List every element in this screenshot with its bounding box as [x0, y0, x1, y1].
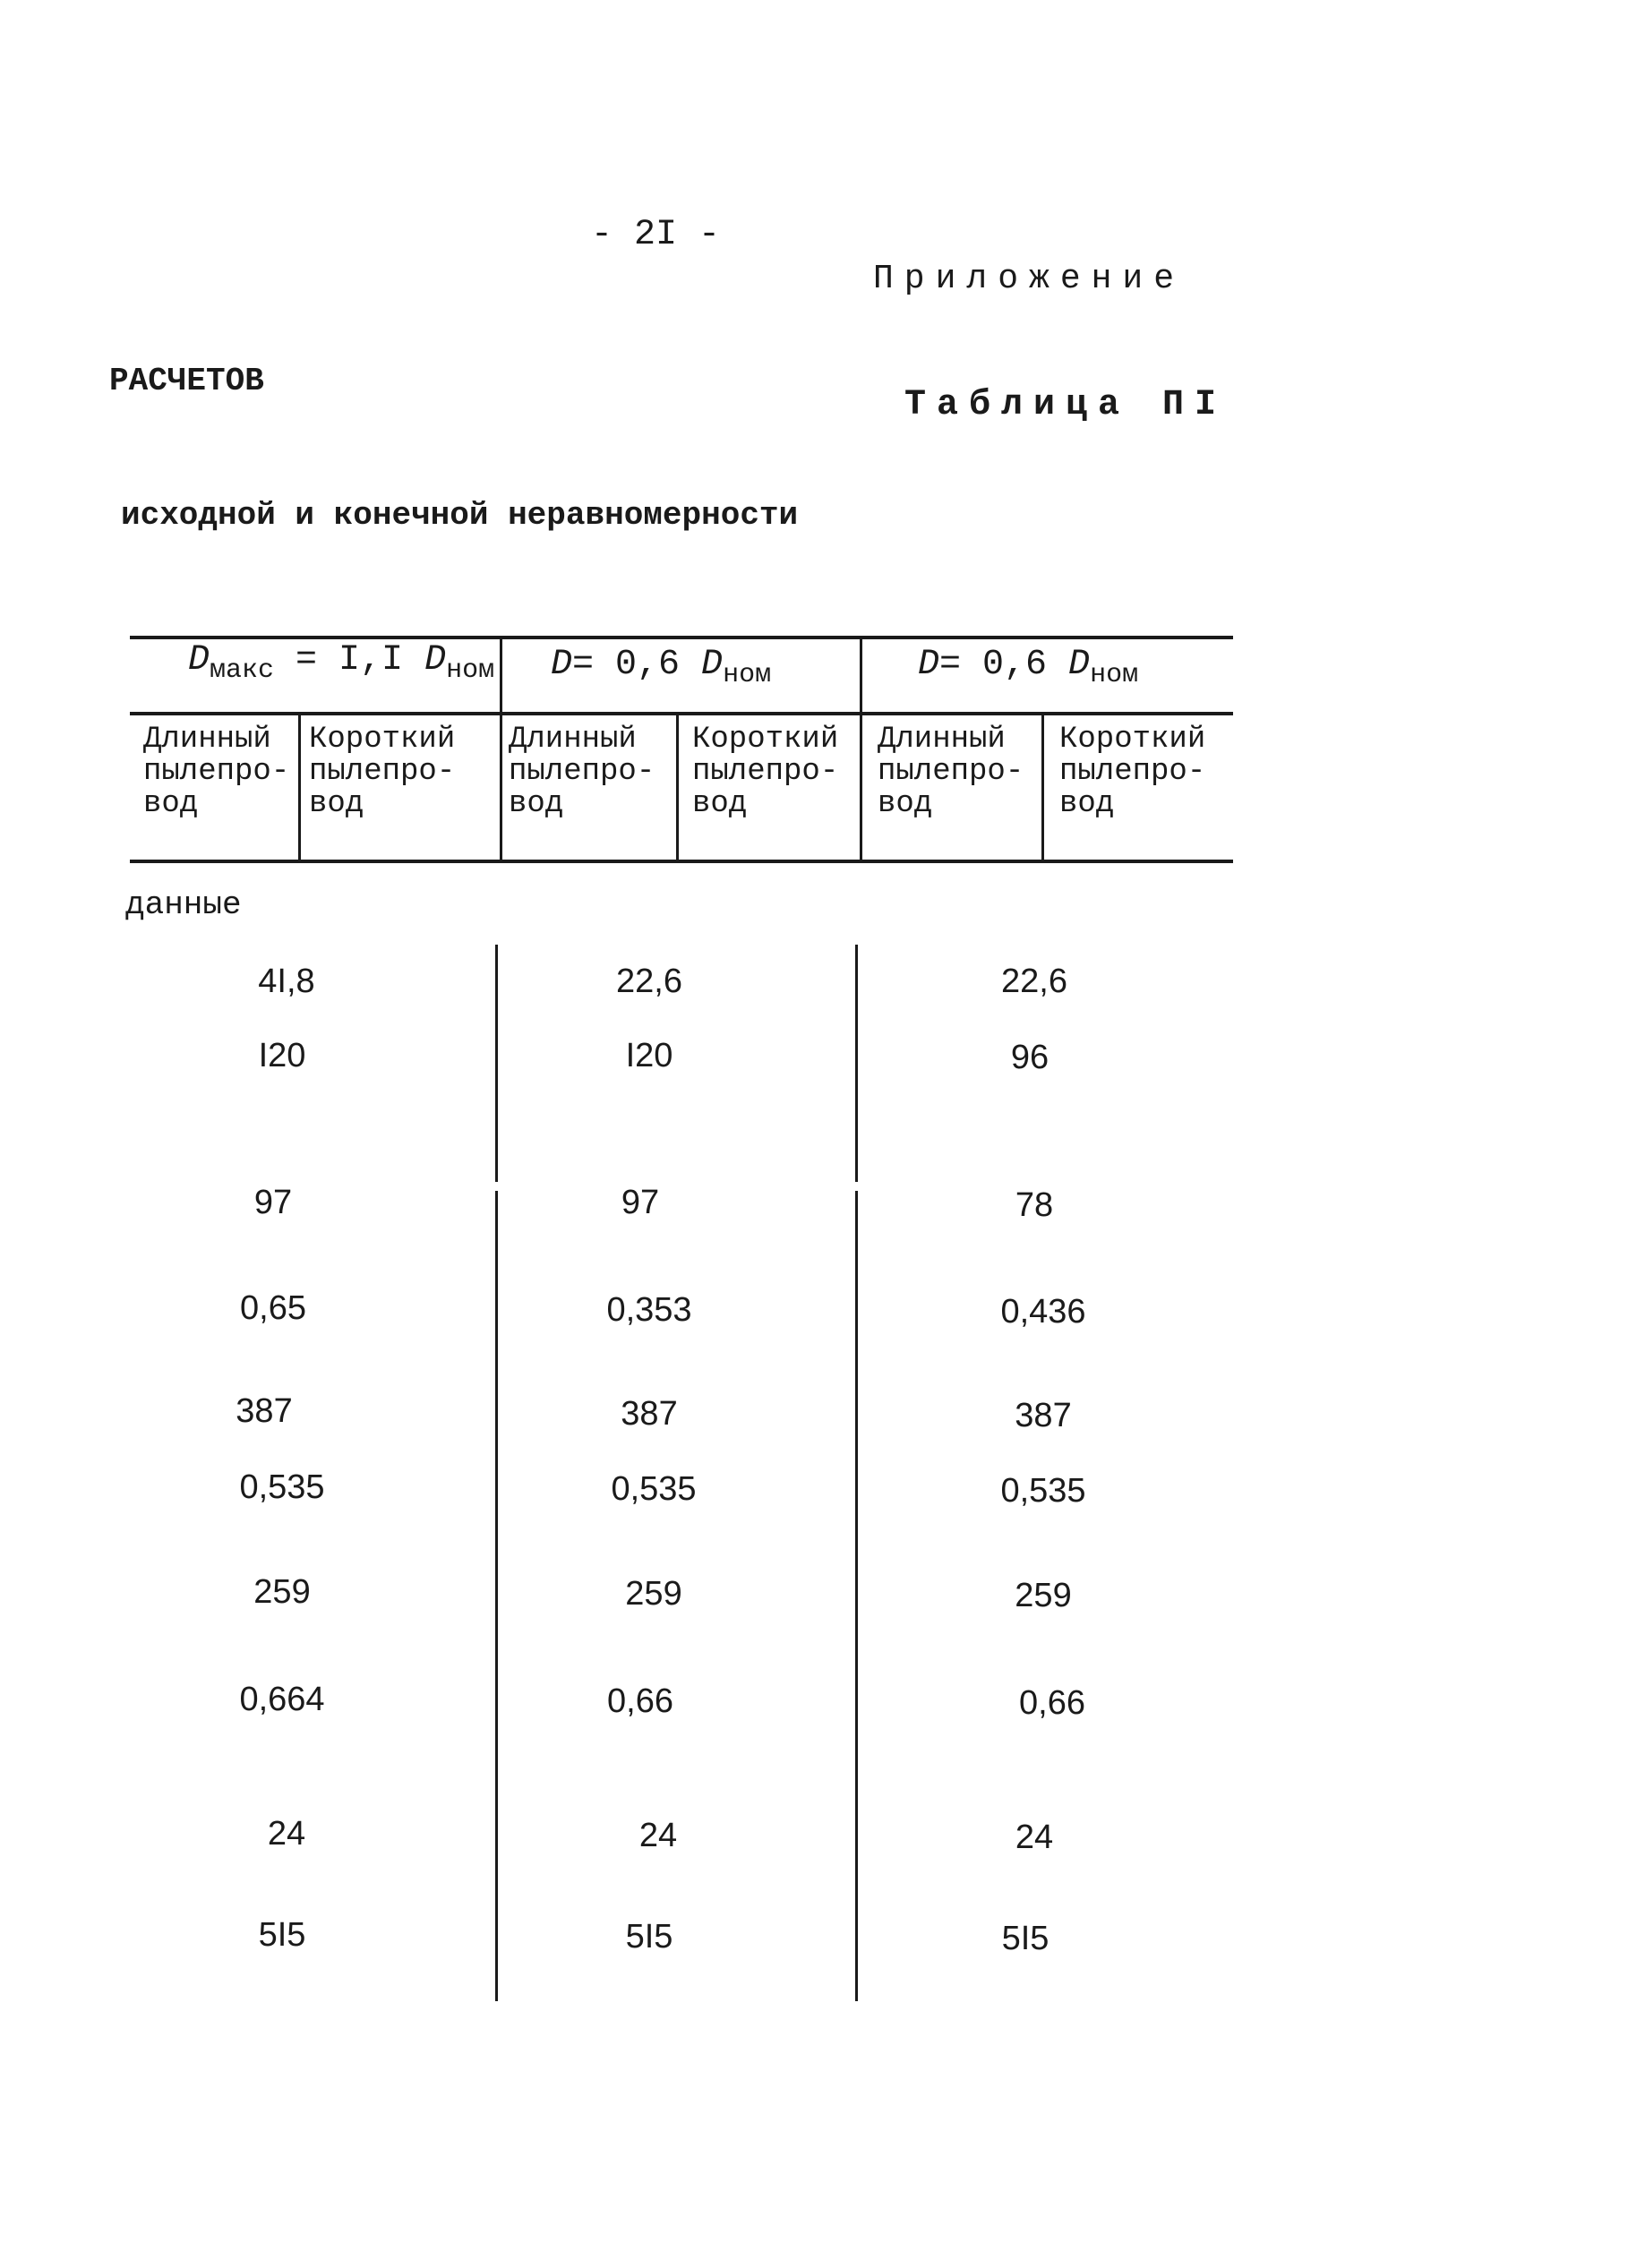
- table-cell: 0,535: [1000, 1472, 1086, 1510]
- column-group-header-3: [918, 645, 1138, 690]
- table-cell: 24: [1015, 1819, 1054, 1856]
- data-section-label: данные: [125, 886, 242, 923]
- table-cell: 24: [267, 1815, 306, 1853]
- group3-var: D: [918, 645, 940, 685]
- table-cell: 97: [253, 1184, 293, 1221]
- table-cell: I20: [625, 1037, 673, 1074]
- section-word: РАСЧЕТОВ: [109, 363, 264, 399]
- table-cell: 0,65: [240, 1289, 306, 1327]
- group-header-rule: [130, 712, 1233, 715]
- table-cell: 4I,8: [258, 963, 315, 1000]
- sub-header-long-1: Длинный пылепро- вод: [143, 723, 290, 821]
- table-cell: 387: [1015, 1397, 1072, 1434]
- table-cell: 259: [253, 1573, 311, 1611]
- sub-header-short-3: Короткий пылепро- вод: [1059, 723, 1206, 821]
- subheader-divider-1: [298, 712, 301, 861]
- sub-header-short-1: Короткий пылепро- вод: [309, 723, 456, 821]
- page-number: - 2I -: [591, 215, 721, 255]
- group3-var2: D: [1068, 645, 1091, 685]
- table-cell: 96: [1010, 1039, 1050, 1076]
- table-cell: 0,353: [606, 1291, 692, 1329]
- sub-header-long-2: Длинный пылепро- вод: [509, 723, 655, 821]
- table-subtitle: исходной и конечной неравномерности: [121, 497, 799, 534]
- table-cell: 0,664: [239, 1681, 325, 1718]
- sub-header-short-2: Короткий пылепро- вод: [692, 723, 839, 821]
- group1-var: D: [424, 640, 447, 680]
- group2-var: D: [551, 645, 573, 685]
- table-cell: 0,436: [1000, 1293, 1086, 1331]
- appendix-label: Приложение: [873, 260, 1186, 298]
- table-cell: 387: [621, 1395, 678, 1433]
- column-group-header-1: [188, 640, 494, 686]
- table-cell: 259: [1015, 1577, 1072, 1614]
- table-cell: 0,66: [1019, 1684, 1085, 1722]
- header-bottom-rule: [130, 860, 1233, 863]
- table-cell: 259: [625, 1575, 682, 1613]
- subheader-divider-3: [1041, 712, 1044, 861]
- table-cell: I20: [258, 1037, 306, 1074]
- column-group-header-2: [551, 645, 771, 690]
- header-divider-2: [860, 636, 862, 861]
- group1-middle: = I,I: [274, 640, 425, 680]
- table-cell: 22,6: [1001, 963, 1067, 1000]
- table-cell: 5I5: [625, 1918, 673, 1956]
- table-cell: 0,535: [611, 1470, 697, 1508]
- sub-header-long-3: Длинный пылепро- вод: [878, 723, 1024, 821]
- table-cell: 0,535: [239, 1468, 325, 1506]
- table-cell: 97: [621, 1184, 660, 1221]
- table-label: Таблица ПI: [904, 385, 1228, 425]
- group1-prefix: D: [188, 640, 210, 680]
- table-cell: 5I5: [1001, 1920, 1050, 1957]
- group3-eq: = 0,6: [939, 645, 1069, 685]
- table-cell: 24: [638, 1817, 678, 1854]
- group1-sub: ном: [446, 655, 495, 686]
- table-cell: 22,6: [616, 963, 682, 1000]
- subheader-divider-2: [676, 712, 679, 861]
- group2-var2: D: [701, 645, 724, 685]
- table-cell: 387: [236, 1392, 293, 1430]
- table-cell: 78: [1015, 1186, 1054, 1224]
- group3-sub: ном: [1090, 660, 1139, 690]
- group2-eq: = 0,6: [572, 645, 702, 685]
- table-top-rule: [130, 636, 1233, 639]
- header-divider-1: [500, 636, 502, 861]
- table-cell: 0,66: [607, 1682, 673, 1720]
- group1-prefix-sub: макс: [210, 655, 275, 686]
- group2-sub: ном: [723, 660, 772, 690]
- table-cell: 5I5: [258, 1916, 306, 1954]
